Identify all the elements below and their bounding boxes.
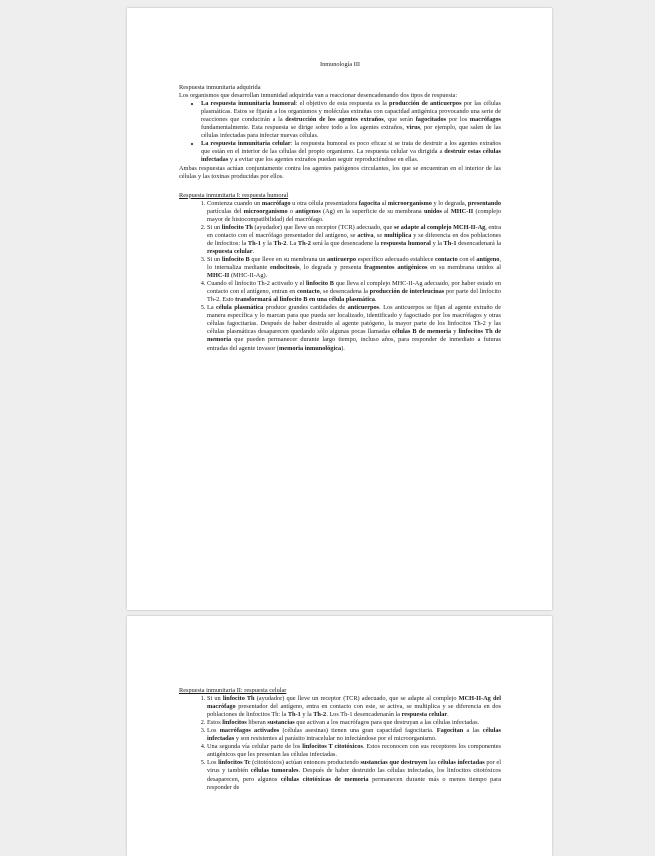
outro-paragraph: Ambas respuestas actúan conjuntamente contra los agentes patógenos circulantes, los que se encuentran en el interior de las células y las toxinas producidas por ellos. — [179, 164, 501, 180]
list-item: 4. Una segunda vía celular parte de los linfocitos T citotóxicos. Estos reconocen con sus receptores los componentes antigénicos que les presentan las células infectadas. — [207, 743, 501, 759]
humoral-section-title: Respuesta inmunitaria I: respuesta humoral — [179, 191, 289, 199]
page-header: Inmunología III — [319, 61, 361, 68]
list-item: 1. Si un linfocito Th (ayudador) que lleve un receptor (TCR) adecuado, que se adapte al complejo MCH-II-Ag del macrófago presentador del antígeno, entra en contacto con este, se activa, se multiplica y se diferencia en dos poblaciones de linfocitos Th: la Th-1 y la Th-2. Los Th-1 desencadenarán la respuesta celular. — [207, 695, 501, 719]
celular-section-title: Respuesta inmunitaria II: respuesta celular — [179, 687, 287, 694]
section-title: Respuesta inmunitaria adquirida — [179, 84, 261, 92]
list-item: 4. Cuando el linfocito Th-2 activado y el linfocito B que lleva el complejo MHC-II-Ag adecuado, por haber estado en contacto con el antígeno, entran en contacto, se desencadena la producción de interleucinas por parte del linfocito Th-2. Esto transformará al linfocito B en una célula plasmática. — [207, 280, 501, 304]
list-item: • La respuesta inmunitaria humoral: el objetivo de esta respuesta es la producción de anticuerpos por las células plasmáticas. Estos se fijarán a los organismos y moléculas extrañas con capacidad antigénica provocando una serie de reacciones que conducirán a la destrucción de los agentes extraños, que serán fagocitados por los macrófagos fundamentalmente. Esta respuesta se dirige sobre todo a los agentes extraños, virus, por ejemplo, que salen de las células infectadas para infectar nuevas células. — [201, 100, 501, 140]
list-item: 3. Si un linfocito B que lleve en su membrana un anticuerpo específico adecuado establece contacto con el antígeno, lo internaliza mediante endocitosis, lo degrada y presenta fragmentos antigénicos en su membrana unidos al MHC-II (MHC-II-Ag). — [207, 256, 501, 280]
list-item: 5. Los linfocitos Tc (citotóxicos) actúan entonces produciendo sustancias que destruyen las células infectadas por el virus y también células tumorales. Después de haber destruido las células infectadas, los linfocitos citotóxicos desaparecen, pero algunos células citotóxicas de memoria permanecen durante más o menos tiempo para responder de — [207, 759, 501, 791]
list-item: 1. Comienza cuando un macrófago u otra célula presentadora fagocita al microorganismo y lo degrada, presentando partículas del microorganismo o antígenos (Ag) en la superficie de su membrana unidos al MHC-II (complejo mayor de histocompatibilidad) del macrófago. — [207, 200, 501, 224]
page-2-content — [179, 687, 501, 792]
document-page-1 — [127, 8, 552, 610]
celular-steps-list — [193, 695, 501, 792]
list-item: 3. Los macrófagos activados (células asesinas) tienen una gran capacidad fagocitaria. Fagocitan a las células infectadas y son resistentes al parásito intracelular no infectándose por el microorganismo. — [207, 727, 501, 743]
intro-paragraph: Los organismos que desarrollan inmunidad adquirida van a reaccionar desencadenando dos tipos de respuesta: — [179, 92, 458, 100]
list-item: 5. La célula plasmática produce grandes cantidades de anticuerpos. Los anticuerpos se fijan al agente extraño de manera específica y lo marcan para que pueda ser localizado, identificado y fagocitado por los macrófagos y otras células fagocitarias. Después de haber destruido al agente patógeno, la mayor parte de los linfocitos Th-2 y las células plasmáticas desaparecen quedando sólo algunas pocas llamadas células B de memoria y linfocitos Th de memoria que pueden permanecer durante largo tiempo, incluso años, para responder de inmediato a futuras entradas del agente invasor (memoria inmunológica). — [207, 304, 501, 352]
list-item: 2. Estos linfocitos liberan sustancias que activan a los macrófagos para que destruyan a las células infectadas. — [207, 719, 501, 727]
page-1-content — [179, 61, 501, 353]
humoral-steps-list — [193, 200, 501, 353]
list-item: 2. Si un linfocito Th (ayudador) que lleve un receptor (TCR) adecuado, que se adapte al complejo MCH-II-Ag, entra en contacto con el macrófago presentador del antígeno, se activa, se multiplica y se diferencia en dos poblaciones de linfocitos: la Th-1 y la Th-2. La Th-2 será la que desencadene la respuesta humoral y la Th-1 desencadenará la respuesta celular. — [207, 224, 501, 256]
response-types-list — [193, 100, 501, 164]
list-item: • La respuesta inmunitaria celular: la respuesta humoral es poco eficaz si se trata de destruir a los agentes extraños que están en el interior de las células del propio organismo. La respuesta celular va dirigida a destruir estas células infectadas y a evitar que los agentes extraños puedan seguir reproduciéndose en ellas. — [201, 140, 501, 164]
document-page-2 — [127, 616, 552, 856]
